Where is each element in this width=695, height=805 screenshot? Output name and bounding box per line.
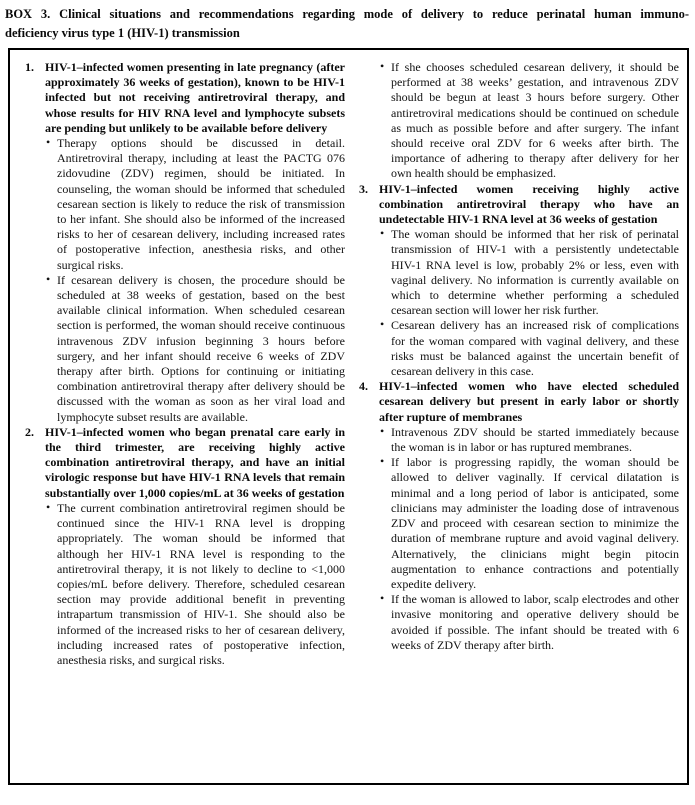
item-4-bullet-3 xyxy=(358,592,679,653)
item-4-heading-text: HIV-1–infected women who have elected scheduled cesarean delivery but present in early labor or shortly after rupture of membranes xyxy=(379,379,679,424)
bullet-icon: • xyxy=(380,59,385,73)
bullet-text: If cesarean delivery is chosen, the procedure should be scheduled at 38 weeks of gestation, based on the best available clinical information. When scheduled cesarean section is performed, the woman should receive continuous intravenous ZDV infusion beginning 3 hours before surgery, and her infant should receive 6 weeks of ZDV therapy after birth. Options for continuing or initiating combination antiretroviral therapy after delivery should be discussed with the woman as soon as her viral load and lymphocyte subset results are available. xyxy=(57,272,345,424)
right-column xyxy=(358,60,679,775)
box-content xyxy=(10,50,687,783)
box-title-line2: deficiency virus type 1 (HIV-1) transmission xyxy=(5,26,240,40)
bullet-icon: • xyxy=(380,591,385,606)
box-title xyxy=(5,5,689,43)
item-1-bullet-1 xyxy=(24,136,345,273)
item-3-number: 3. xyxy=(359,181,368,196)
item-4-number: 4. xyxy=(359,379,368,394)
item-2-heading-text: HIV-1–infected women who began prenatal care early in the third trimester, are receiving highly active combination antiretroviral therapy, and have an initial virologic response but have HIV-1 RNA levels that remain substantially over 1,000 copies/mL at 36 weeks of gestation xyxy=(45,424,345,500)
item-4-bullet-2 xyxy=(358,455,679,592)
item-1-heading-text: HIV-1–infected women presenting in late pregnancy (after approximately 36 weeks of gestation), known to be HIV-1 infected but not receiving antiretroviral therapy, and whose results for HIV RNA level and lymphocyte subsets are pending but unlikely to be available before delivery xyxy=(45,60,345,135)
bullet-icon: • xyxy=(380,423,385,438)
item-3-heading xyxy=(358,182,679,228)
bullet-text: Cesarean delivery has an increased risk of complications for the woman compared with vaginal delivery, and these risks must be balanced against the uncertain benefit of cesarean delivery in this case. xyxy=(391,318,679,379)
item-4-heading xyxy=(358,379,679,425)
box3-page xyxy=(0,5,695,805)
box-title-line1: BOX 3. Clinical situations and recommendations regarding mode of delivery to reduce perinatal human immuno- xyxy=(5,7,689,21)
item-3-bullet-1 xyxy=(358,227,679,318)
bullet-text: The woman should be informed that her risk of perinatal transmission of HIV-1 with a persistently undetectable HIV-1 RNA level is low, probably 2% or less, even with vaginal delivery. No information is currently available on which to determine whether performing a scheduled cesarean section will lower her risk further. xyxy=(391,227,679,318)
item-2-bullet-1 xyxy=(24,501,345,668)
bullet-icon: • xyxy=(380,317,385,332)
left-column xyxy=(24,60,345,775)
item-3-bullet-2 xyxy=(358,318,679,379)
bullet-text: If she chooses scheduled cesarean delivery, it should be performed at 38 weeks’ gestation, and intravenous ZDV should be begun at least 3 hours before surgery. Other antiretroviral medications should be continued on schedule as much as possible before and after surgery. The infant should receive oral ZDV for 6 weeks after birth. The importance of adhering to therapy after delivery for her own health should be emphasized. xyxy=(391,60,679,181)
bullet-text: Therapy options should be discussed in detail. Antiretroviral therapy, including at least the PACTG 076 zidovudine (ZDV) regimen, should be initiated. In counseling, the woman should be informed that scheduled cesarean section is likely to reduce the risk of transmission to her infant. She should also be informed of the increased risks to her of cesarean delivery, including increased rates of postoperative infection, anesthesia risks, and other surgical risks. xyxy=(57,136,345,272)
item-1-bullet-2 xyxy=(24,273,345,425)
bullet-text: Intravenous ZDV should be started immediately because the woman is in labor or has ruptured membranes. xyxy=(391,424,679,455)
bullet-text: If labor is progressing rapidly, the woman should be allowed to deliver vaginally. If cervical dilatation is minimal and a long period of labor is anticipated, some clinicians may administer the loading dose of intravenous ZDV and proceed with cesarean section to minimize the duration of membrane rupture and avoid vaginal delivery. Alternatively, the clinicians might begin pitocin augmentation to enhance contractions and potentially expedite delivery. xyxy=(391,455,679,591)
item-2-number: 2. xyxy=(25,424,34,439)
bullet-text: If the woman is allowed to labor, scalp electrodes and other invasive monitoring and operative delivery should be avoided if possible. The infant should be treated with 6 weeks of ZDV therapy after birth. xyxy=(391,592,679,652)
item-2-heading xyxy=(24,425,345,501)
bullet-icon: • xyxy=(380,226,385,241)
recommendations-box xyxy=(8,48,689,785)
bullet-text: The current combination antiretroviral regimen should be continued since the HIV-1 RNA level is dropping appropriately. The woman should be informed that although her HIV-1 RNA level is responding to the antiretroviral therapy, it is not likely to decline to <1,000 copies/mL before delivery. Therefore, scheduled cesarean section may provide additional benefit in preventing intrapartum transmission of HIV-1. She should also be informed of the increased risks to her of cesarean delivery, including increased rates of postoperative infection, anesthesia risks, and surgical risks. xyxy=(57,500,345,667)
bullet-icon: • xyxy=(46,271,51,286)
item-4-bullet-1 xyxy=(358,425,679,455)
bullet-icon: • xyxy=(46,499,51,514)
item-3-heading-text: HIV-1–infected women receiving highly active combination antiretroviral therapy who have an undetectable HIV-1 RNA level at 36 weeks of gestation xyxy=(379,181,679,227)
bullet-icon: • xyxy=(46,135,51,150)
item-2-bullet-2 xyxy=(358,60,679,182)
item-1-number: 1. xyxy=(25,60,34,74)
item-1-heading xyxy=(24,60,345,136)
bullet-icon: • xyxy=(380,454,385,469)
